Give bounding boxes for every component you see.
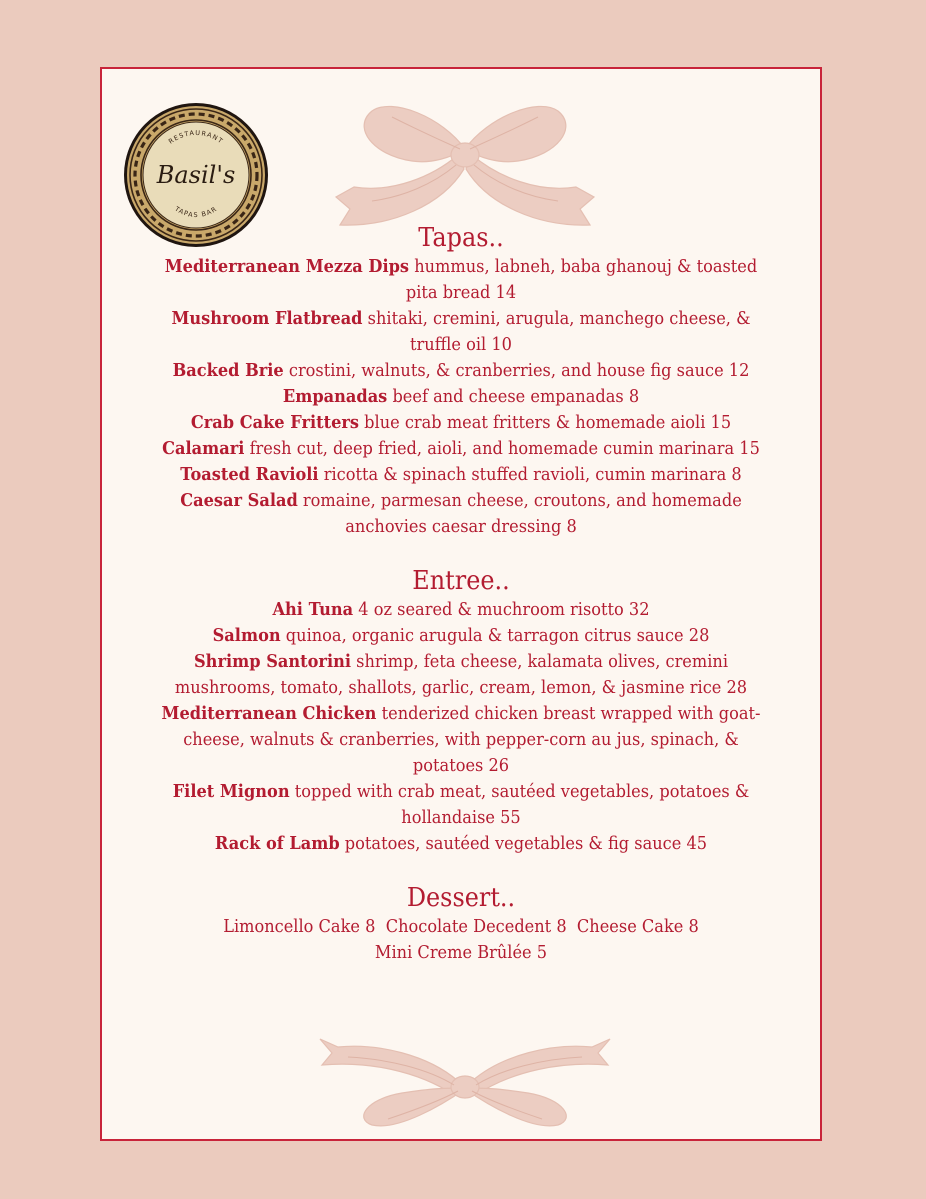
menu-item [131,358,792,384]
menu-item [131,462,792,488]
item-name: Shrimp Santorini [193,651,352,672]
section-spacer [131,857,792,883]
item-name: Caesar Salad [180,490,298,511]
menu-item [131,831,792,857]
item-desc: ricotta & spinach stuffed ravioli, cumin marinara 8 [318,465,742,485]
menu-item [131,701,792,779]
item-desc: potatoes, sautéed vegetables & fig sauce 45 [339,834,708,854]
item-name: Crab Cake Fritters [190,412,360,433]
item-name: Calamari [162,438,245,459]
menu-item [131,623,792,649]
logo-bottom-arc: TAPAS BAR [173,204,219,220]
item-desc: hummus, labneh, baba ghanouj & toasted pita bread 14 [405,257,758,303]
item-desc: quinoa, organic arugula & tarragon citrus sauce 28 [280,626,710,646]
ribbon-bow-icon [332,97,598,233]
dessert-line: Limoncello Cake 8 Chocolate Decedent 8 Cheese Cake 8 [223,917,699,937]
menu-item [131,436,792,462]
item-desc: 4 oz seared & muchroom risotto 32 [353,600,650,620]
item-desc: beef and cheese empanadas 8 [387,387,640,407]
menu-item [131,254,792,306]
menu-item [131,306,792,358]
item-name: Rack of Lamb [214,833,340,854]
item-desc: shitaki, cremini, arugula, manchego cheese, & truffle oil 10 [362,309,751,355]
item-desc: shrimp, feta cheese, kalamata olives, cremini mushrooms, tomato, shallots, garlic, cream, lemon, & jasmine rice 28 [174,652,748,698]
ribbon-bow-icon [318,1035,612,1135]
tapas-heading: Tapas.. [418,223,504,253]
item-desc: blue crab meat fritters & homemade aioli 15 [359,413,732,433]
menu-item [131,384,792,410]
item-desc: romaine, parmesan cheese, croutons, and homemade anchovies caesar dressing 8 [297,491,742,537]
section-spacer [131,540,792,566]
logo-top-arc: RESTAURANT [167,128,225,146]
item-name: Filet Mignon [172,781,290,802]
item-desc: crostini, walnuts, & cranberries, and house fig sauce 12 [283,361,750,381]
item-name: Ahi Tuna [272,599,354,620]
item-desc: fresh cut, deep fried, aioli, and homemade cumin marinara 15 [244,439,760,459]
item-desc: tenderized chicken breast wrapped with goat-cheese, walnuts & cranberries, with pepper-corn au jus, spinach, & potatoes 26 [183,704,761,776]
item-name: Mediterranean Chicken [161,703,377,724]
item-name: Toasted Ravioli [180,464,319,485]
menu-item [131,779,792,831]
item-name: Backed Brie [172,360,284,381]
item-desc: topped with crab meat, sautéed vegetables, potatoes & hollandaise 55 [289,782,750,828]
entree-heading: Entree.. [412,566,510,596]
dessert-heading: Dessert.. [406,883,516,913]
menu-item [131,597,792,623]
menu-item [131,488,792,540]
item-name: Mushroom Flatbread [171,308,363,329]
dessert-line: Mini Creme Brûlée 5 [374,943,548,963]
menu-card [100,67,822,1141]
item-name: Mediterranean Mezza Dips [164,256,410,277]
menu-item [131,410,792,436]
item-name: Empanadas [282,386,388,407]
menu-content [131,223,792,966]
item-name: Salmon [212,625,281,646]
logo-name: Basil's [156,161,236,189]
menu-item [131,649,792,701]
